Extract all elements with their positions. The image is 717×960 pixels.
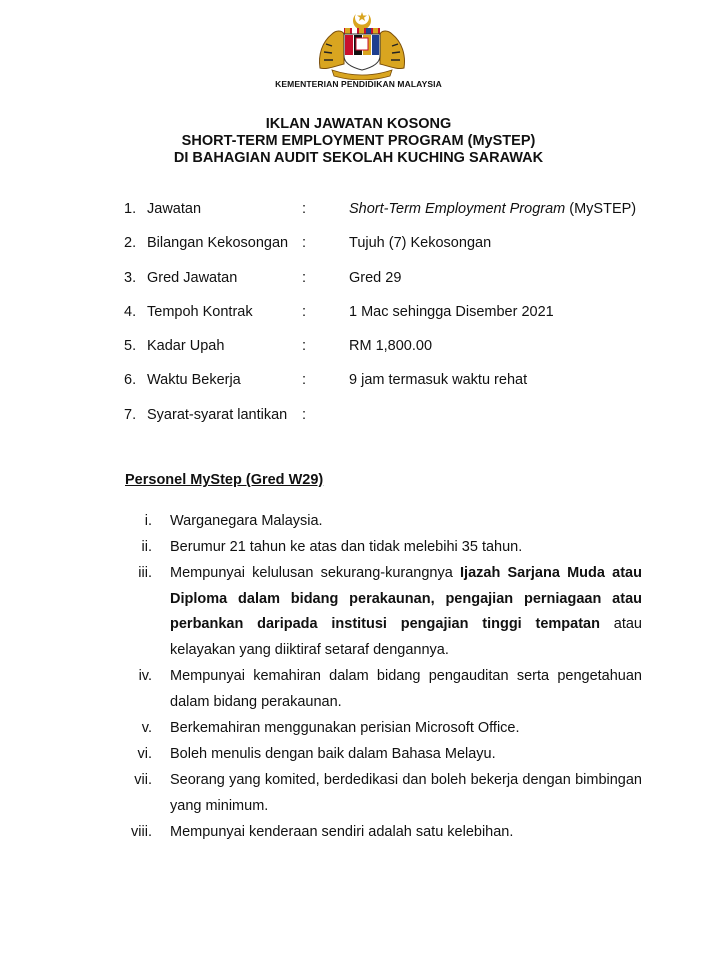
requirement-number: viii.: [131, 823, 152, 840]
info-number: 2.: [124, 235, 137, 252]
info-value: 9 jam termasuk waktu rehat: [349, 372, 528, 389]
requirement-item: [120, 664, 642, 715]
info-value-text: (MySTEP): [565, 201, 637, 217]
requirement-number: i.: [144, 513, 152, 529]
info-number: 5.: [124, 338, 137, 355]
info-label: Gred Jawatan: [147, 269, 238, 286]
requirement-text: [170, 742, 642, 768]
requirement-number: iv.: [138, 668, 152, 685]
coat-of-arms-icon: [312, 10, 412, 80]
requirement-text: [170, 561, 642, 663]
requirements-list: [120, 509, 642, 846]
requirement-text-part: Warganegara Malaysia.: [170, 513, 323, 529]
requirement-item: [120, 561, 642, 663]
requirement-text: [170, 716, 642, 742]
info-number: 4.: [124, 303, 137, 320]
info-row: [124, 304, 684, 338]
info-number: 1.: [124, 201, 137, 217]
requirement-text-part: Seorang yang komited, berdedikasi dan boleh bekerja dengan bimbingan yang minimum.: [170, 771, 642, 814]
requirement-text-bold: Ijazah Sarjana Muda atau Diploma dalam bidang perakaunan, pengajian perniagaan atau perbankan daripada institusi pengajian tinggi tempatan: [170, 565, 642, 633]
info-row: [124, 201, 684, 235]
section-heading: Personel MyStep (Gred W29): [125, 472, 324, 488]
requirement-number: ii.: [141, 539, 152, 556]
info-value: 1 Mac sehingga Disember 2021: [349, 303, 554, 320]
info-label: Jawatan: [147, 201, 202, 217]
info-row: [124, 270, 684, 304]
info-number: 3.: [124, 269, 137, 286]
info-row: [124, 338, 684, 372]
info-value-italic: Short-Term Employment Program: [349, 201, 566, 217]
requirement-item: [120, 742, 642, 768]
requirement-text: [170, 535, 642, 561]
title-line-2: SHORT-TERM EMPLOYMENT PROGRAM (MySTEP): [181, 133, 536, 149]
info-row: [124, 235, 684, 269]
requirement-text-part: Mempunyai kenderaan sendiri adalah satu kelebihan.: [170, 823, 514, 840]
requirement-text: [170, 509, 642, 535]
info-value: [349, 201, 636, 217]
requirement-text-part: atau kelayakan yang diiktiraf setaraf dengannya.: [170, 616, 642, 658]
requirement-number: vi.: [137, 745, 152, 762]
requirement-item: [120, 768, 642, 819]
info-row: [124, 407, 684, 441]
requirement-number: iii.: [138, 565, 152, 582]
info-colon: :: [302, 406, 307, 423]
info-colon: :: [302, 269, 307, 286]
info-number: 7.: [124, 406, 137, 423]
info-label: Bilangan Kekosongan: [147, 235, 289, 252]
requirement-text-part: Berumur 21 tahun ke atas dan tidak melebihi 35 tahun.: [170, 539, 523, 556]
requirement-item: [120, 509, 642, 535]
requirement-item: [120, 716, 642, 742]
page-title: [0, 116, 717, 167]
job-info-list: [124, 201, 684, 441]
info-colon: :: [302, 372, 307, 389]
info-label: Kadar Upah: [147, 338, 225, 355]
requirement-text: [170, 820, 642, 846]
requirement-number: vii.: [134, 771, 152, 788]
info-colon: :: [302, 303, 307, 320]
requirement-text: [170, 768, 642, 819]
info-number: 6.: [124, 372, 137, 389]
ministry-name: KEMENTERIAN PENDIDIKAN MALAYSIA: [275, 79, 442, 89]
info-value: Tujuh (7) Kekosongan: [349, 235, 492, 252]
requirement-text: [170, 664, 642, 715]
info-label: Syarat-syarat lantikan: [147, 406, 288, 423]
info-value: Gred 29: [349, 269, 402, 286]
info-value: RM 1,800.00: [349, 338, 433, 355]
info-row: [124, 372, 684, 406]
requirement-text-part: Mempunyai kemahiran dalam bidang pengauditan serta pengetahuan dalam bidang perakaunan.: [170, 668, 642, 710]
requirement-item: [120, 820, 642, 846]
requirement-number: v.: [141, 719, 152, 736]
info-colon: :: [302, 235, 307, 252]
requirement-text-part: Mempunyai kelulusan sekurang-kurangnya: [170, 565, 461, 582]
info-label: Waktu Bekerja: [147, 372, 241, 389]
requirement-item: [120, 535, 642, 561]
title-line-1: IKLAN JAWATAN KOSONG: [265, 116, 452, 132]
title-line-3: DI BAHAGIAN AUDIT SEKOLAH KUCHING SARAWAK: [173, 150, 544, 166]
info-colon: :: [302, 201, 307, 217]
info-colon: :: [302, 338, 307, 355]
requirement-text-part: Boleh menulis dengan baik dalam Bahasa Melayu.: [170, 745, 496, 762]
requirement-text-part: Berkemahiran menggunakan perisian Microsoft Office.: [170, 719, 520, 736]
info-label: Tempoh Kontrak: [147, 303, 253, 320]
